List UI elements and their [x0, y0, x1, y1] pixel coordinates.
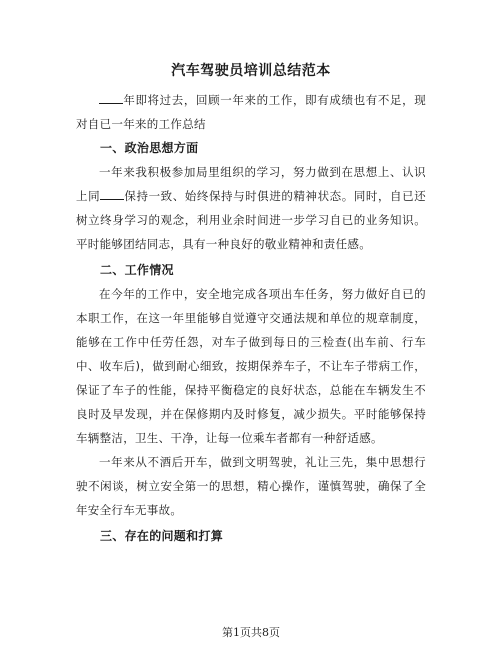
politics-text-b: 保持一致、始终保持与时俱进的精神状态。同时，自已还树立终身学习的观念，利用业余时间进一步学习自已的业务知识。平时能够团结同志，具有一种良好的敬业精神和责任感。 — [76, 189, 426, 251]
intro-paragraph — [76, 88, 426, 136]
section-heading-issues: 三、存在的问题和打算 — [100, 529, 224, 543]
section-heading-work: 二、工作情况 — [100, 263, 174, 277]
document-body — [76, 88, 426, 548]
page-number: 第1页共8页 — [222, 626, 280, 639]
section-heading-politics: 一、政治思想方面 — [100, 141, 199, 155]
blank-line — [100, 189, 124, 200]
politics-paragraph — [76, 160, 426, 256]
work-paragraph-2: 一年来从不酒后开车，做到文明驾驶，礼让三先，集中思想行驶不闲谈，树立安全第一的思想，精心操作，谨慎驾驶，确保了全年安全行车无事故。 — [76, 455, 426, 517]
intro-text: 年即将过去，回顾一年来的工作，即有成绩也有不足，现对自已一年来的工作总结 — [76, 93, 426, 131]
blank-line — [99, 93, 123, 104]
politics-text-a: 一年来我积极参加局里组织的学习，努力做到在思想上、认识上同 — [76, 165, 426, 203]
work-paragraph-1: 在今年的工作中，安全地完成各项出车任务，努力做好自已的本职工作，在这一年里能够自觉遵守交通法规和单位的规章制度，能够在工作中任劳任怨，对车子做到每日的三检查(出车前、行车中、收车后)，做到耐心细致，按期保养车子，不让车子带病工作，保证了车子的性能，保持平衡稳定的良好状态，总能在车辆发生不良时及早发现，并在保修期内及时修复，减少损失。平时能够保持车辆整洁，卫生、干净，让每一位乘车者都有一种舒适感。 — [76, 287, 426, 445]
document-title: 汽车驾驶员培训总结范本 — [171, 63, 331, 79]
